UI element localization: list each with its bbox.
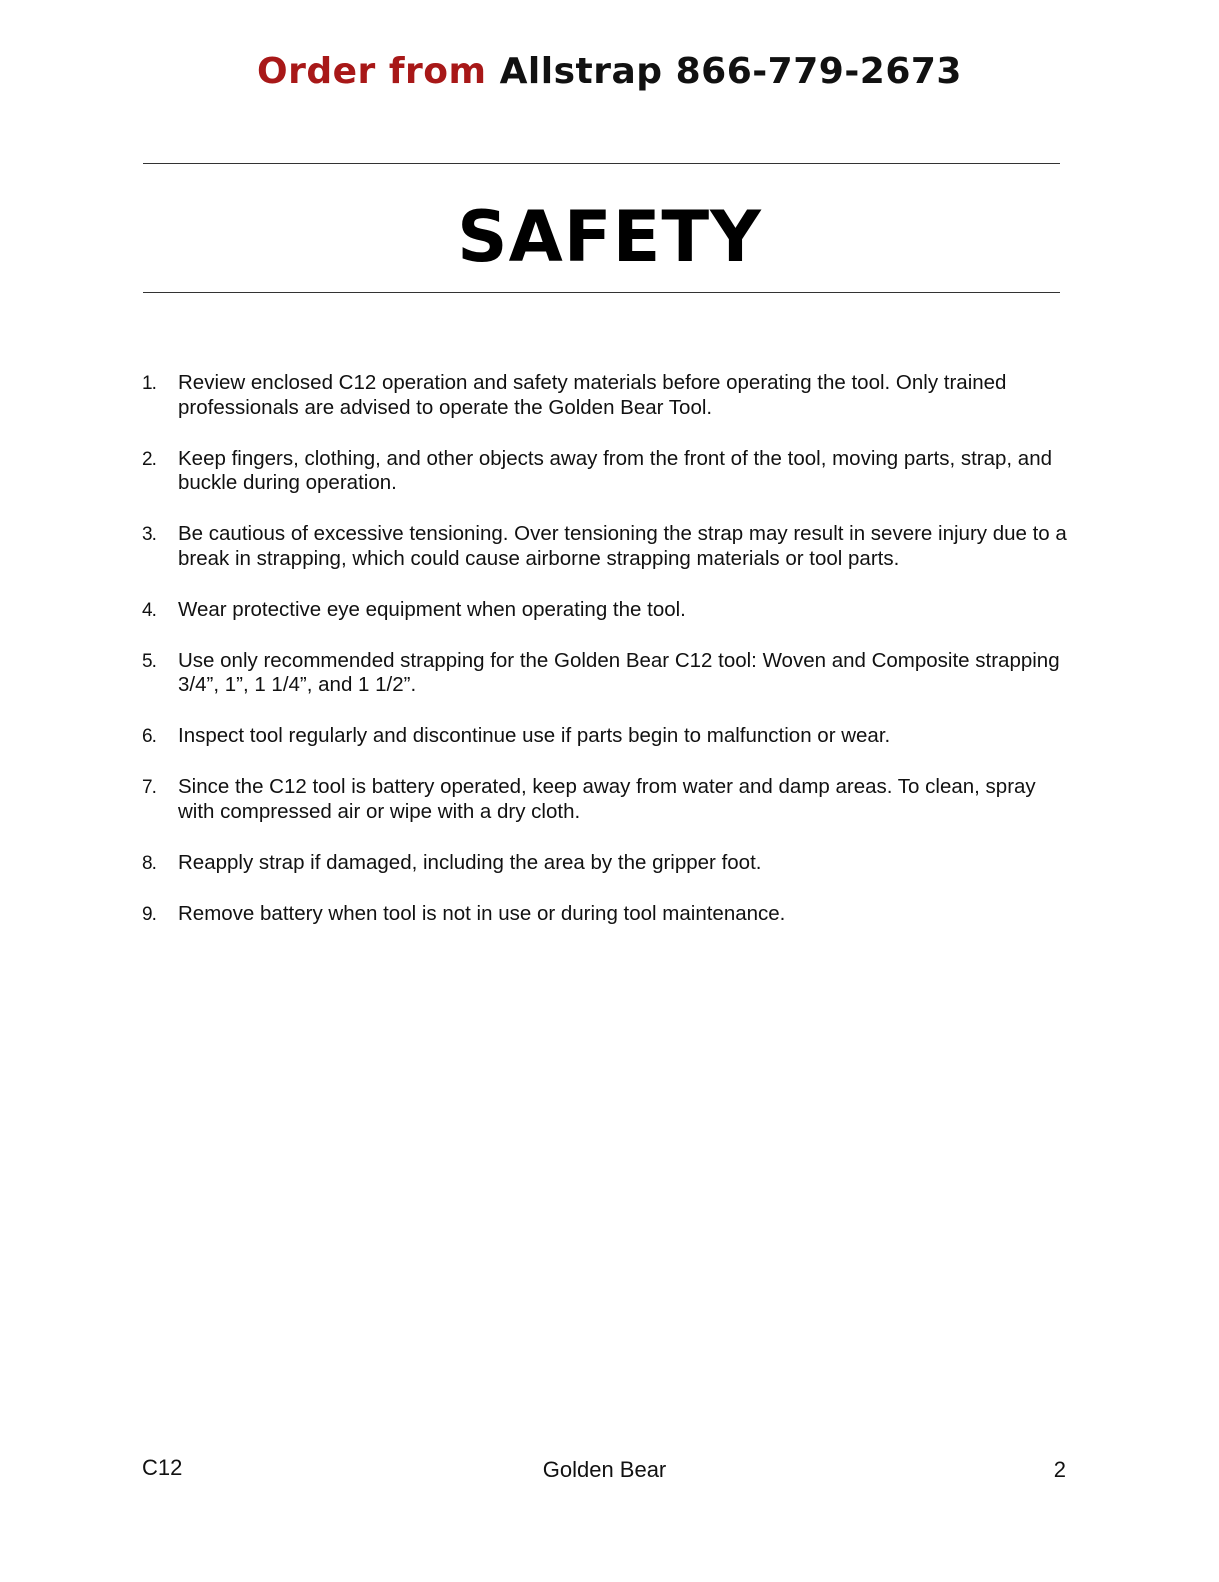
list-item-number: 6. bbox=[142, 726, 156, 747]
list-item-text: Since the C12 tool is battery operated, keep away from water and damp areas. To clean, spray with compressed air or wipe with a dry cloth. bbox=[178, 775, 1036, 823]
list-item-number: 2. bbox=[142, 448, 156, 470]
list-item-number: 9. bbox=[142, 903, 156, 925]
list-item-text: Review enclosed C12 operation and safety materials before operating the tool. Only trained professionals are advised to operate the Golden Bear Tool. bbox=[178, 371, 1007, 419]
list-item-number: 8. bbox=[142, 852, 156, 874]
order-header bbox=[0, 48, 1219, 96]
list-item-number: 3. bbox=[142, 524, 156, 545]
list-item-number: 7. bbox=[142, 777, 156, 798]
safety-list bbox=[142, 371, 1072, 953]
list-item-text: Reapply strap if damaged, including the area by the gripper foot. bbox=[178, 850, 762, 874]
list-item bbox=[142, 522, 1072, 571]
footer-brand: Golden Bear bbox=[542, 1457, 667, 1482]
list-item-text: Keep fingers, clothing, and other objects away from the front of the tool, moving parts, strap, and buckle during operation. bbox=[178, 446, 1053, 494]
footer-model: C12 bbox=[142, 1455, 183, 1480]
bottom-divider bbox=[143, 292, 1060, 293]
list-item bbox=[142, 724, 1072, 749]
list-item bbox=[142, 775, 1072, 824]
list-item bbox=[142, 649, 1072, 698]
footer-page-number: 2 bbox=[1053, 1457, 1066, 1482]
list-item-text: Use only recommended strapping for the Golden Bear C12 tool: Woven and Composite strapping 3/4”, 1”, 1 1/4”, and 1 1/2”. bbox=[178, 648, 1060, 696]
allstrap-phone-text: Allstrap 866-779-2673 bbox=[499, 51, 962, 92]
list-item bbox=[142, 902, 1072, 927]
list-item-number: 1. bbox=[142, 373, 156, 394]
list-item-number: 4. bbox=[142, 599, 156, 621]
list-item bbox=[142, 371, 1072, 420]
list-item-text: Wear protective eye equipment when operating the tool. bbox=[178, 597, 686, 621]
page-title: SAFETY bbox=[457, 196, 762, 278]
list-item bbox=[142, 851, 1072, 876]
list-item-text: Inspect tool regularly and discontinue use if parts begin to malfunction or wear. bbox=[178, 724, 891, 747]
list-item-text: Be cautious of excessive tensioning. Over tensioning the strap may result in severe injury due to a break in strapping, which could cause airborne strapping materials or tool parts. bbox=[178, 522, 1067, 570]
list-item bbox=[142, 447, 1072, 496]
list-item-text: Remove battery when tool is not in use or during tool maintenance. bbox=[178, 901, 786, 925]
top-divider bbox=[143, 163, 1060, 164]
list-item-number: 5. bbox=[142, 650, 156, 672]
list-item bbox=[142, 598, 1072, 623]
order-from-text: Order from bbox=[257, 51, 487, 92]
